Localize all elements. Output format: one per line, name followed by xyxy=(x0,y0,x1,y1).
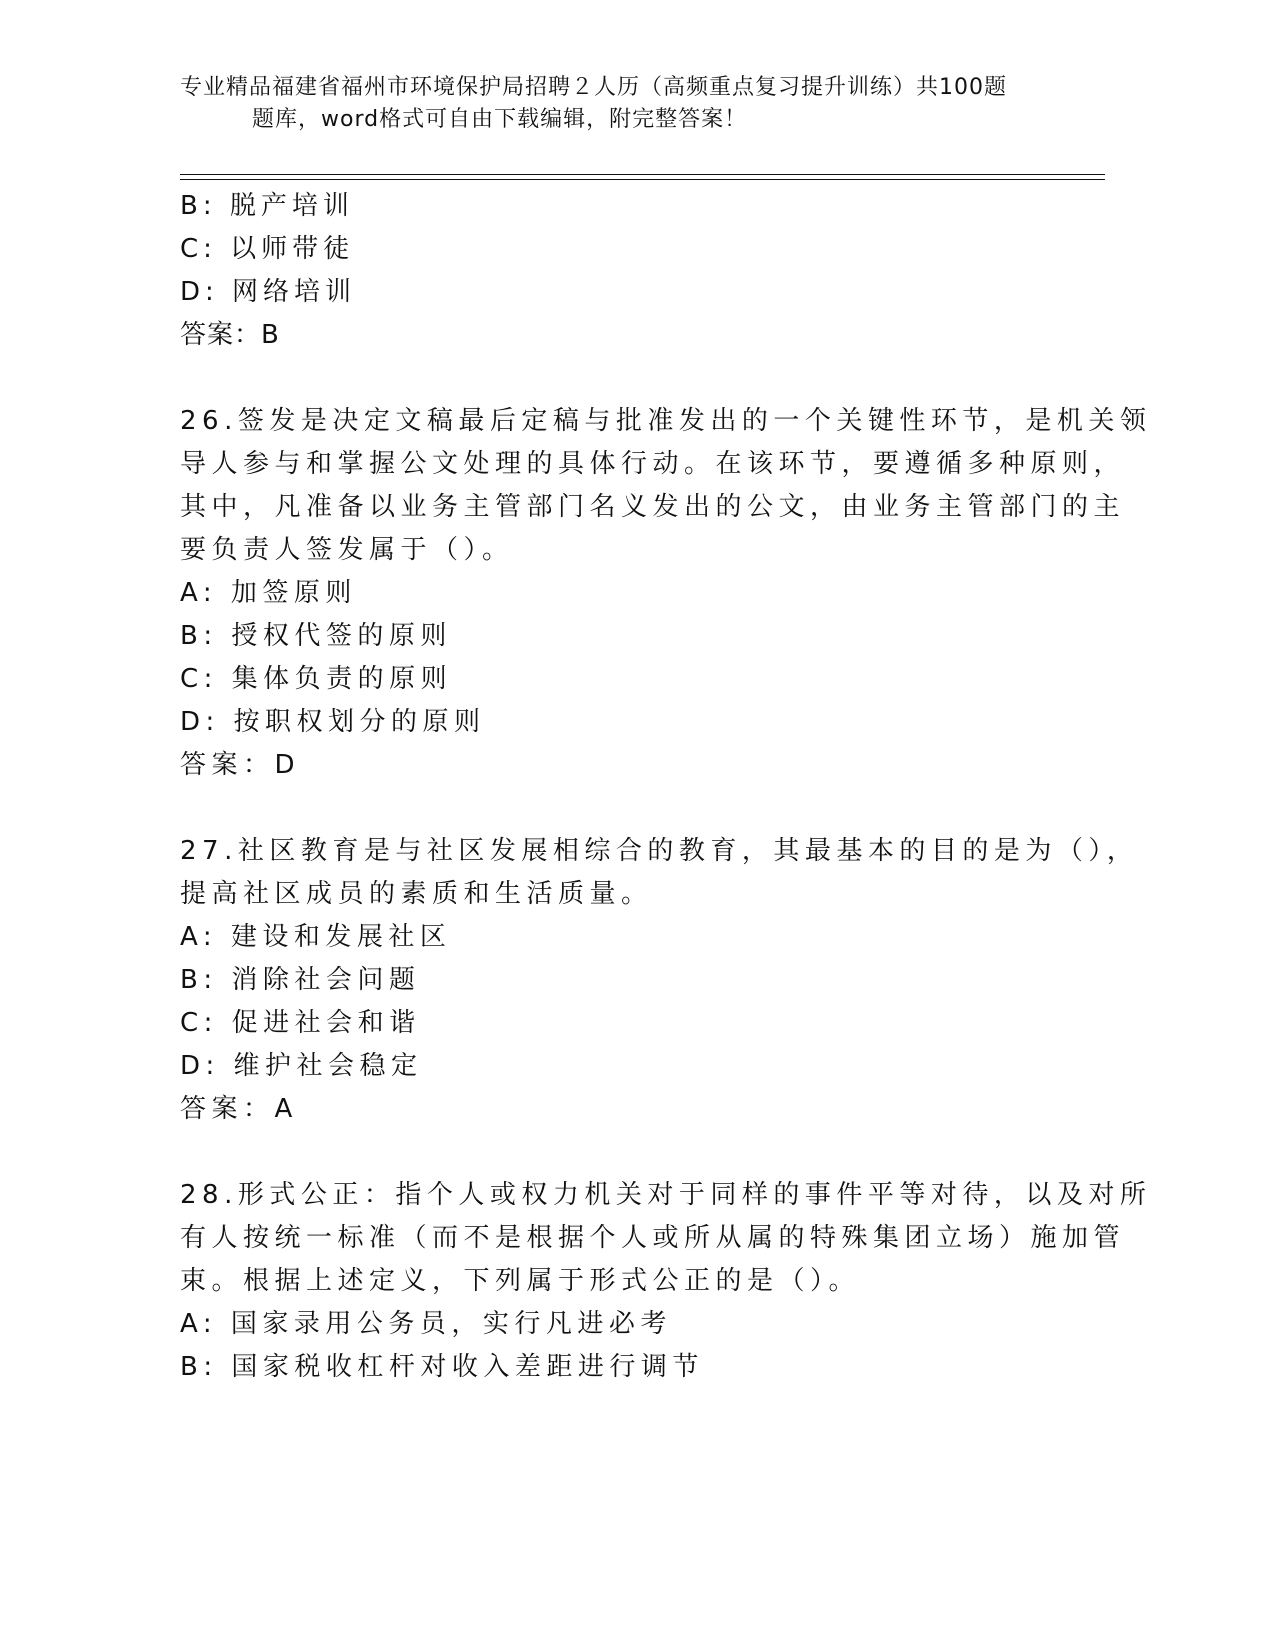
option-d: D: 按职权划分的原则 xyxy=(180,707,486,737)
question-27 xyxy=(180,830,1139,1131)
spacer xyxy=(180,787,1040,830)
option-b: B: 脱产培训 xyxy=(180,191,354,221)
answer-line: 答案：A xyxy=(180,1094,298,1124)
answer-line: 答案：D xyxy=(180,750,301,780)
question-26 xyxy=(180,400,1152,787)
question-content xyxy=(180,185,1152,1389)
question-text-line: 要负责人签发属于（）。 xyxy=(180,535,514,565)
option-b: B: 授权代签的原则 xyxy=(180,621,452,651)
question-text-line: 28.形式公正：指个人或权力机关对于同样的事件平等对待，以及对所 xyxy=(180,1180,1152,1210)
question-text-line: 26.签发是决定文稿最后定稿与批准发出的一个关键性环节，是机关领 xyxy=(180,406,1152,436)
header-divider-top xyxy=(180,174,1105,175)
question-text-line: 束。根据上述定义，下列属于形式公正的是（）。 xyxy=(180,1266,861,1296)
option-c: C: 促进社会和谐 xyxy=(180,1008,421,1038)
option-b: B: 消除社会问题 xyxy=(180,965,421,995)
answer-line: 答案：B xyxy=(180,320,280,350)
question-text-line: 27.社区教育是与社区发展相综合的教育，其最基本的目的是为（）， xyxy=(180,836,1139,866)
option-a: A: 国家录用公务员，实行凡进必考 xyxy=(180,1309,672,1339)
spacer xyxy=(180,1131,1040,1174)
question-28 xyxy=(180,1174,1152,1389)
header-title-line-2: 题库，word格式可自由下载编辑，附完整答案！ xyxy=(252,107,748,132)
spacer xyxy=(180,357,1040,400)
option-a: A: 建设和发展社区 xyxy=(180,922,452,952)
option-b: B: 国家税收杠杆对收入差距进行调节 xyxy=(180,1352,704,1382)
question-text-line: 提高社区成员的素质和生活质量。 xyxy=(180,879,653,909)
question-25-continued xyxy=(180,185,1040,357)
option-c: C: 集体负责的原则 xyxy=(180,664,453,694)
option-c: C: 以师带徒 xyxy=(180,234,355,264)
question-text-line: 有人按统一标准（而不是根据个人或所从属的特殊集团立场）施加管 xyxy=(180,1223,1126,1253)
option-d: D: 网络培训 xyxy=(180,277,357,307)
option-a: A: 加签原则 xyxy=(180,578,357,608)
question-text-line: 导人参与和掌握公文处理的具体行动。在该环节，要遵循多种原则， xyxy=(180,449,1126,479)
question-text-line: 其中，凡准备以业务主管部门名义发出的公文，由业务主管部门的主 xyxy=(180,492,1126,522)
page-header xyxy=(180,72,1100,136)
header-title-line-1: 专业精品福建省福州市环境保护局招聘２人历（高频重点复习提升训练）共100题 xyxy=(180,75,1007,100)
header-divider-bottom xyxy=(180,179,1105,180)
option-d: D: 维护社会稳定 xyxy=(180,1051,423,1081)
